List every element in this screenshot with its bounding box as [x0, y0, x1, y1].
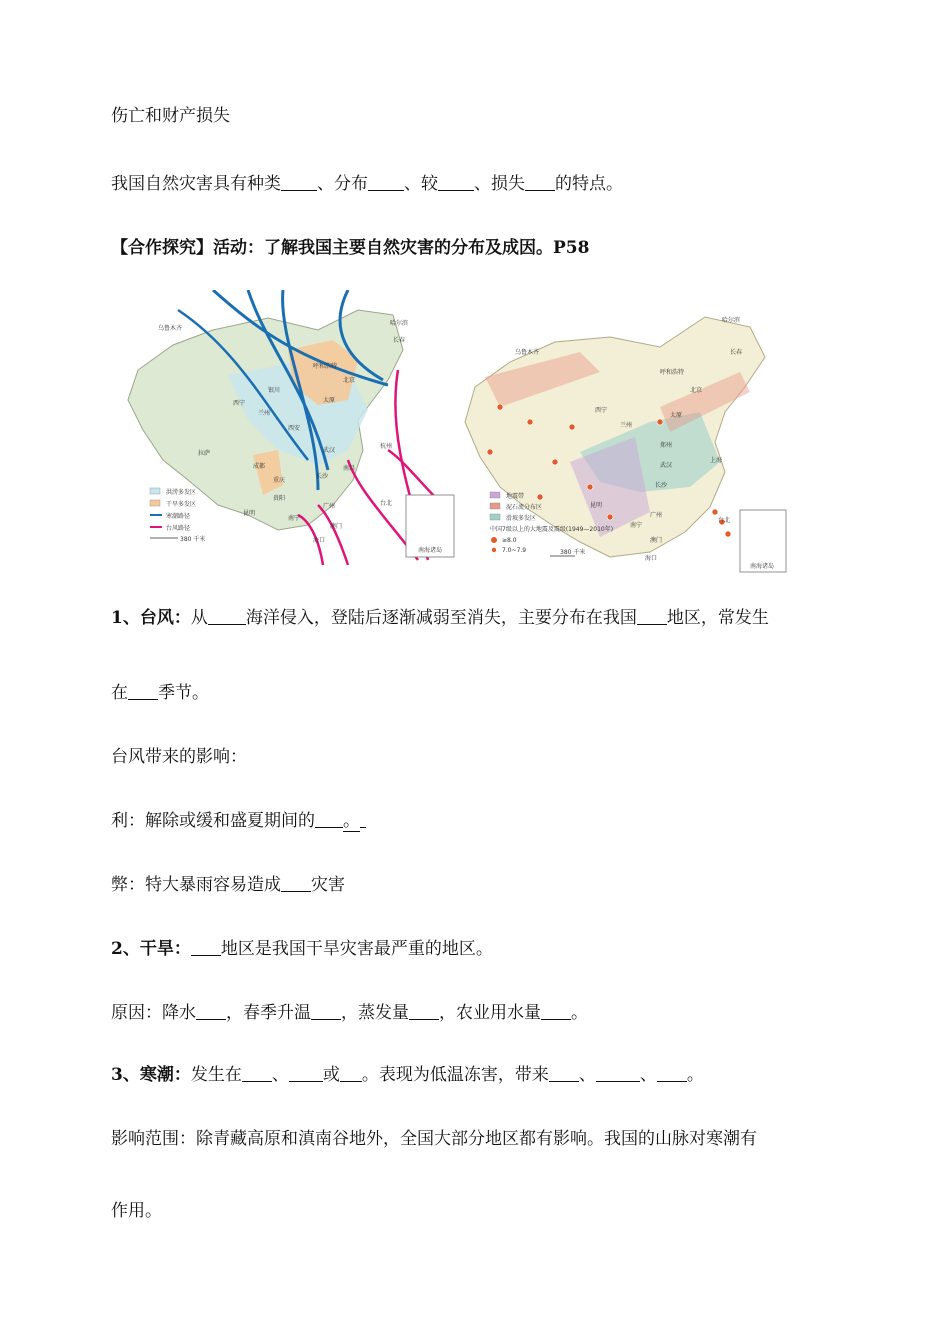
line-text: 伤亡和财产损失: [111, 106, 230, 126]
line-text: 。: [571, 1003, 588, 1023]
fill-blank[interactable]: [311, 1001, 341, 1020]
text-line-2: [111, 172, 623, 196]
epicenter-dot: [552, 459, 558, 465]
epicenter-dot: [527, 419, 533, 425]
fill-blank[interactable]: [525, 172, 555, 191]
fill-blank[interactable]: [315, 809, 343, 828]
line-text: 灾害: [311, 875, 345, 895]
fill-blank[interactable]: [191, 937, 221, 956]
epicenter-dot: [725, 531, 731, 537]
fill-blank[interactable]: [549, 1063, 579, 1082]
legend-label: 干旱多发区: [166, 501, 197, 508]
line-text: 利：解除或缓和盛夏期间的: [111, 811, 315, 831]
line-text: ，农业用水量: [439, 1003, 541, 1023]
city-label: 海口: [645, 555, 658, 562]
city-label: 北京: [343, 377, 356, 384]
text-line-1: [111, 104, 230, 128]
city-label: 长沙: [316, 473, 329, 480]
city-label: 长春: [730, 349, 743, 356]
line-text: 原因：降水: [111, 1003, 196, 1023]
legend-swatch-m8: [491, 537, 497, 543]
legend-label: 地震带: [506, 493, 525, 500]
scale-label: 380 千米: [180, 536, 206, 543]
city-label: 南昌: [343, 465, 356, 472]
legend-swatch-flood: [150, 488, 160, 494]
city-label: 海口: [313, 537, 326, 544]
legend-label: 滑坡多发区: [506, 515, 537, 522]
line-text: 影响范围：除青藏高原和滇南谷地外，全国大部分地区都有影响。我国的山脉对寒潮有: [111, 1129, 757, 1149]
map-legend-left: [150, 488, 205, 543]
line-text: ，春季升温: [226, 1003, 311, 1023]
epicenter-dot: [607, 514, 613, 520]
line-text: 作用。: [111, 1201, 162, 1221]
city-label: 台北: [718, 517, 731, 524]
fill-blank[interactable]: [289, 1063, 323, 1082]
scale-label: 380 千米: [560, 549, 586, 556]
line-text: 台风带来的影响：: [111, 747, 247, 767]
line-text: 地区是我国干旱灾害最严重的地区。: [220, 939, 493, 959]
city-label: 长沙: [655, 482, 668, 489]
city-label: 太原: [323, 397, 336, 404]
line-text: 地区，常发生: [666, 608, 769, 628]
line-text: 、: [578, 1065, 596, 1085]
legend-swatch-quake-zone: [490, 492, 500, 498]
line-text: 【合作探究】活动：了解我国主要自然灾害的分布及成因。P58: [111, 238, 590, 258]
city-label: 长春: [393, 337, 406, 344]
city-label: 杭州: [380, 443, 393, 450]
city-label: 南宁: [630, 522, 643, 529]
fill-blank[interactable]: [360, 809, 366, 828]
city-label: 西宁: [233, 400, 246, 407]
legend-label: 泥石流分布区: [506, 504, 543, 511]
city-label: 成都: [253, 463, 266, 470]
fill-blank[interactable]: [368, 172, 404, 191]
city-label: 乌鲁木齐: [158, 325, 183, 332]
legend-swatch-m7: [492, 548, 496, 552]
city-label: 乌鲁木齐: [515, 349, 540, 356]
city-label: 澳门: [330, 523, 343, 530]
city-label: 拉萨: [198, 450, 211, 457]
epicenter-dot: [569, 424, 575, 430]
fill-blank[interactable]: [242, 1063, 272, 1082]
line-text: 、损失: [474, 174, 525, 194]
item-heading: 3、寒潮：: [111, 1065, 191, 1085]
text-line-cold-wave: [111, 1063, 704, 1087]
city-label: 上海: [710, 457, 723, 464]
fill-blank[interactable]: [281, 873, 311, 892]
item-heading: 2、干旱：: [111, 939, 191, 959]
legend-label: 7.0~7.9: [502, 547, 527, 554]
line-text: 。表现为低温冻害，带来: [361, 1065, 549, 1085]
city-label: 西安: [288, 425, 301, 432]
legend-label: 寒潮路径: [166, 513, 191, 520]
line-text: 。: [686, 1065, 704, 1085]
city-label: 广州: [323, 503, 336, 510]
line-text: 、: [271, 1065, 289, 1085]
text-line-drought: [111, 937, 493, 961]
text-line-drought-cause: [111, 1001, 588, 1025]
fill-blank[interactable]: [281, 172, 317, 191]
city-label: 台北: [380, 500, 393, 507]
fill-blank[interactable]: [128, 681, 158, 700]
legend-label: 台风路径: [166, 525, 191, 532]
line-text: 、分布: [317, 174, 368, 194]
line-text: 。: [343, 811, 360, 831]
legend-swatch-debris: [490, 503, 500, 509]
fill-blank[interactable]: [438, 172, 474, 191]
epicenter-dot: [712, 509, 718, 515]
line-text: 的特点。: [555, 174, 623, 194]
epicenter-dot: [487, 449, 493, 455]
city-label: 银川: [268, 387, 281, 394]
epicenter-dot: [657, 419, 663, 425]
epicenter-dot: [497, 404, 503, 410]
line-text: 弊：特大暴雨容易造成: [111, 875, 281, 895]
disaster-map-left: [118, 290, 458, 565]
legend-label: ≥8.0: [502, 537, 517, 544]
legend-label: 洪涝多发区: [166, 489, 197, 496]
city-label: 重庆: [273, 477, 286, 484]
disaster-map-right: [460, 312, 790, 574]
city-label: 哈尔滨: [390, 320, 409, 327]
line-text: 或: [322, 1065, 340, 1085]
city-label: 哈尔滨: [722, 317, 741, 324]
city-label: 武汉: [660, 462, 673, 469]
line-text: 、较: [404, 174, 438, 194]
city-label: 太原: [670, 412, 683, 419]
line-text: 、: [639, 1065, 657, 1085]
item-heading: 1、台风：: [111, 608, 191, 628]
text-line-impact: [111, 745, 247, 769]
line-text: ，蒸发量: [341, 1003, 409, 1023]
city-label: 昆明: [590, 502, 603, 509]
city-label: 贵阳: [273, 495, 286, 502]
city-label: 呼和浩特: [660, 369, 685, 376]
fill-blank[interactable]: [596, 1063, 640, 1082]
legend-title: 中国7级以上的大地震及震级(1949—2010年): [490, 526, 614, 533]
city-label: 西宁: [595, 407, 608, 414]
text-line-typhoon-season: [111, 681, 209, 705]
text-line-benefit: [111, 809, 366, 833]
city-label: 兰州: [620, 422, 633, 429]
line-text: 我国自然灾害具有种类: [111, 174, 281, 194]
text-line-typhoon: [111, 606, 769, 630]
city-label: 郑州: [660, 442, 673, 449]
line-text: 在: [111, 683, 128, 703]
city-label: 武汉: [323, 447, 336, 454]
fill-blank[interactable]: [657, 1063, 687, 1082]
text-line-harm: [111, 873, 345, 897]
line-text: 海洋侵入，登陆后逐渐减弱至消失，主要分布在我国: [245, 608, 637, 628]
fill-blank[interactable]: [340, 1063, 362, 1082]
section-heading: [111, 236, 589, 260]
city-label: 南宁: [288, 515, 301, 522]
inset-label: 南海诸岛: [750, 563, 775, 570]
legend-swatch-drought: [150, 500, 160, 506]
fill-blank[interactable]: [541, 1001, 571, 1020]
city-label: 呼和浩特: [313, 363, 338, 370]
city-label: 澳门: [650, 537, 663, 544]
typhoon-path: [388, 450, 438, 500]
city-label: 广州: [650, 512, 663, 519]
text-line-cold-wave-end: [111, 1199, 162, 1223]
fill-blank[interactable]: [409, 1001, 439, 1020]
epicenter-dot: [537, 494, 543, 500]
fill-blank[interactable]: [196, 1001, 226, 1020]
city-label: 兰州: [258, 410, 271, 417]
fill-blank[interactable]: [637, 606, 667, 625]
epicenter-dot: [587, 484, 593, 490]
text-line-cold-wave-range: [111, 1127, 757, 1151]
line-text: 从: [190, 608, 208, 628]
city-label: 昆明: [243, 510, 256, 517]
inset-label: 南海诸岛: [418, 547, 443, 554]
legend-swatch-landslide: [490, 514, 500, 520]
line-text: 发生在: [190, 1065, 242, 1085]
fill-blank[interactable]: [208, 606, 246, 625]
line-text: 季节。: [158, 683, 209, 703]
city-label: 北京: [690, 387, 703, 394]
